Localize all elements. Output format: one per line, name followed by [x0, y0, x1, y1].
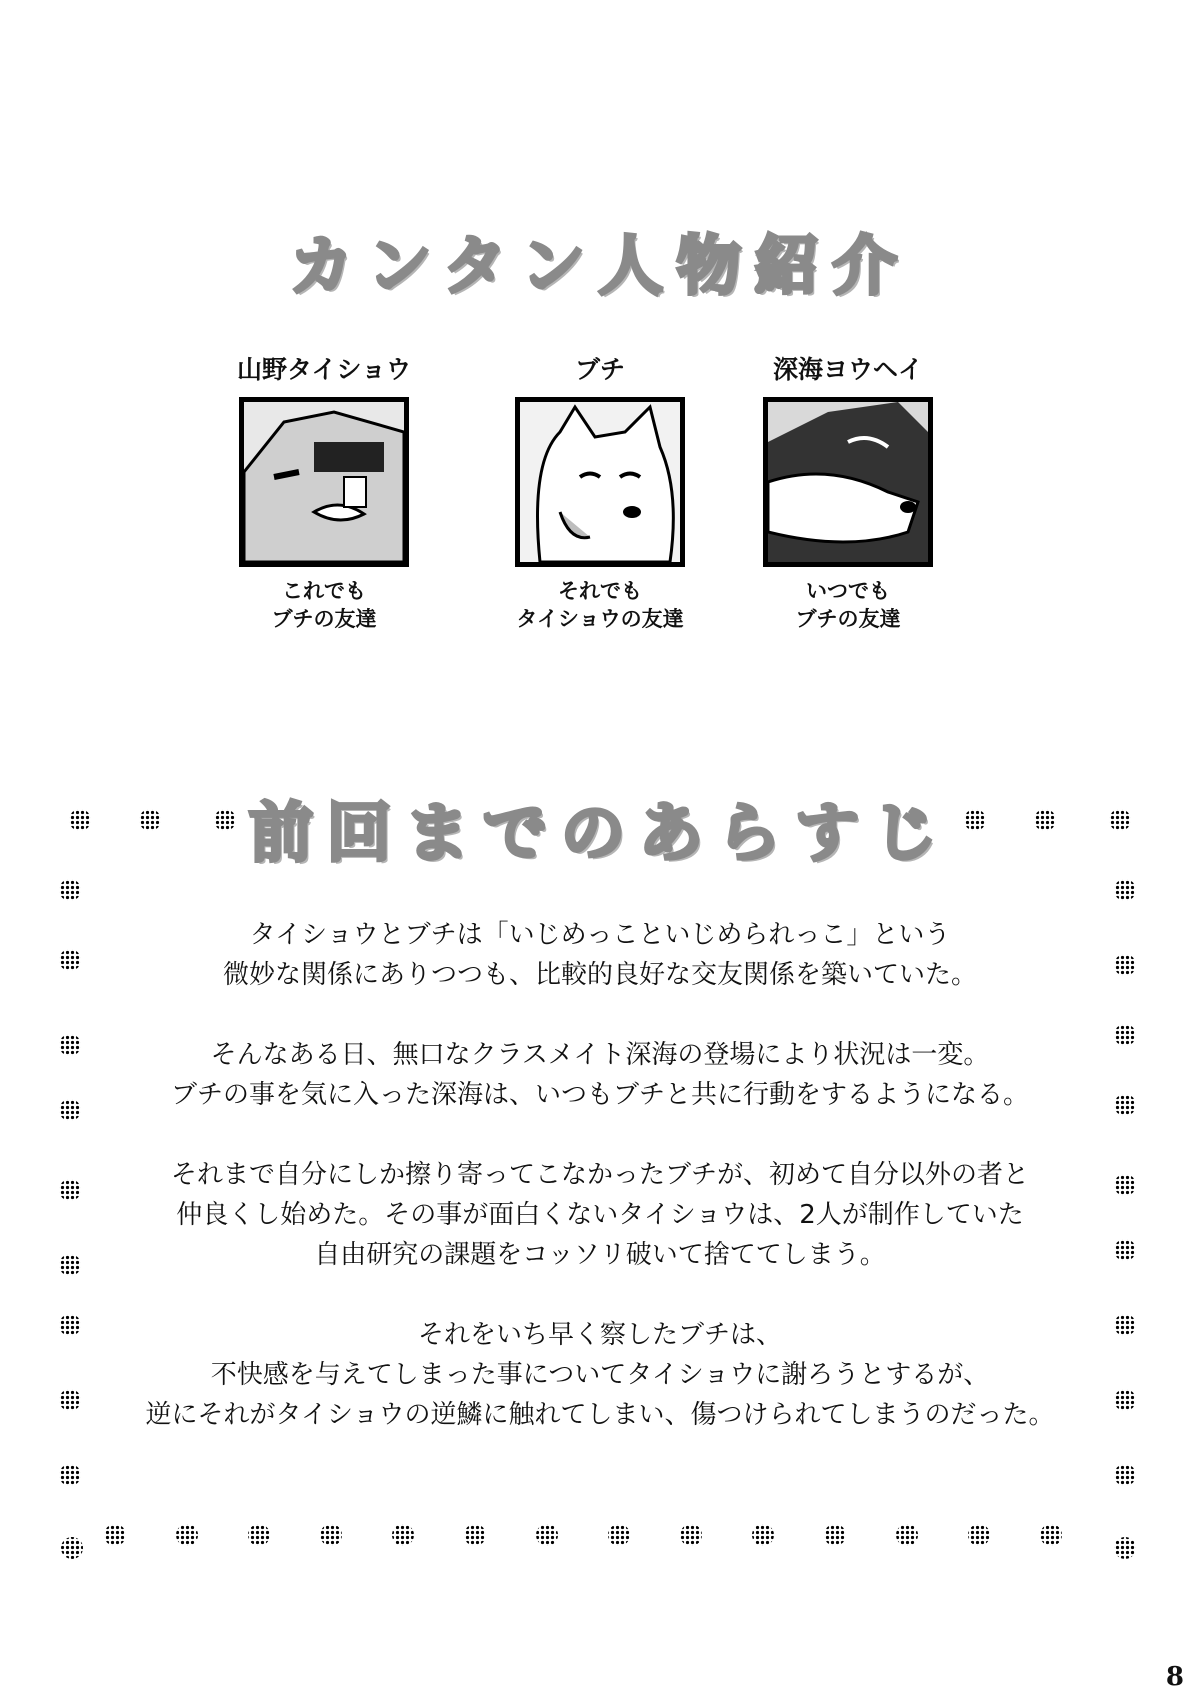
characters-heading: カンタン人物紹介 — [289, 230, 911, 304]
frame-dot — [1114, 1174, 1136, 1196]
frame-dot — [1114, 1094, 1136, 1116]
frame-dot — [248, 1524, 270, 1546]
frame-dot — [824, 1524, 846, 1546]
frame-dot — [1114, 1239, 1136, 1261]
frame-dot — [59, 1034, 81, 1056]
frame-dot — [1034, 809, 1056, 831]
desc-line: タイショウの友達 — [516, 607, 684, 631]
synopsis-line: タイショウとブチは「いじめっこといじめられっこ」という — [249, 920, 951, 950]
desc-line: いつでも — [806, 579, 890, 603]
synopsis-line: 不快感を与えてしまった事についてタイショウに謝ろうとするが、 — [210, 1360, 990, 1390]
frame-dot — [1114, 1314, 1136, 1336]
synopsis-line: 自由研究の課題をコッソリ破いて捨ててしまう。 — [314, 1240, 886, 1270]
character-name: ブチ — [574, 355, 625, 384]
desc-line: ブチの友達 — [271, 607, 377, 631]
frame-dot — [59, 949, 81, 971]
frame-dot — [752, 1524, 774, 1546]
frame-dot — [608, 1524, 630, 1546]
frame-dot — [1114, 1024, 1136, 1046]
frame-dot — [1114, 1389, 1136, 1411]
synopsis-line: 逆にそれがタイショウの逆鱗に触れてしまい、傷つけられてしまうのだった。 — [145, 1400, 1055, 1430]
synopsis-line: それをいち早く察したブチは、 — [417, 1320, 782, 1350]
frame-dot — [176, 1524, 198, 1546]
frame-dot — [1114, 1537, 1136, 1559]
frame-dot — [69, 809, 91, 831]
frame-dot — [59, 1314, 81, 1336]
page-number: 8 — [1165, 1662, 1184, 1692]
frame-dot — [964, 809, 986, 831]
frame-dot — [139, 809, 161, 831]
frame-dot — [1109, 809, 1131, 831]
character-name: 山野タイショウ — [236, 355, 411, 384]
synopsis-line: 微妙な関係にありつつも、比較的良好な交友関係を築いていた。 — [222, 960, 977, 990]
frame-dot — [680, 1524, 702, 1546]
frame-dot — [1114, 879, 1136, 901]
frame-dot — [59, 1099, 81, 1121]
character-name: 深海ヨウヘイ — [772, 355, 923, 384]
frame-dot — [59, 1464, 81, 1486]
synopsis-heading: 前回までのあらすじ — [249, 797, 951, 871]
frame-dot — [896, 1524, 918, 1546]
synopsis-line: それまで自分にしか擦り寄ってこなかったブチが、初めて自分以外の者と — [170, 1160, 1029, 1190]
frame-dot — [59, 1254, 81, 1276]
frame-dot — [320, 1524, 342, 1546]
frame-dot — [1040, 1524, 1062, 1546]
frame-dot — [392, 1524, 414, 1546]
frame-dot — [61, 1537, 83, 1559]
desc-line: ブチの友達 — [795, 607, 901, 631]
frame-dot — [59, 879, 81, 901]
synopsis-line: そんなある日、無口なクラスメイト深海の登場により状況は一変。 — [210, 1040, 990, 1070]
synopsis-line: ブチの事を気に入った深海は、いつもブチと共に行動をするようになる。 — [170, 1080, 1029, 1110]
frame-dot — [464, 1524, 486, 1546]
desc-line: これでも — [282, 579, 366, 603]
frame-dot — [968, 1524, 990, 1546]
synopsis-line: 仲良くし始めた。その事が面白くないタイショウは、2人が制作していた — [176, 1200, 1024, 1230]
frame-dot — [1114, 954, 1136, 976]
frame-dot — [104, 1524, 126, 1546]
frame-dot — [59, 1389, 81, 1411]
desc-line: それでも — [558, 579, 642, 603]
frame-dot — [59, 1179, 81, 1201]
frame-dot — [1114, 1464, 1136, 1486]
frame-dot — [536, 1524, 558, 1546]
frame-dot — [214, 809, 236, 831]
